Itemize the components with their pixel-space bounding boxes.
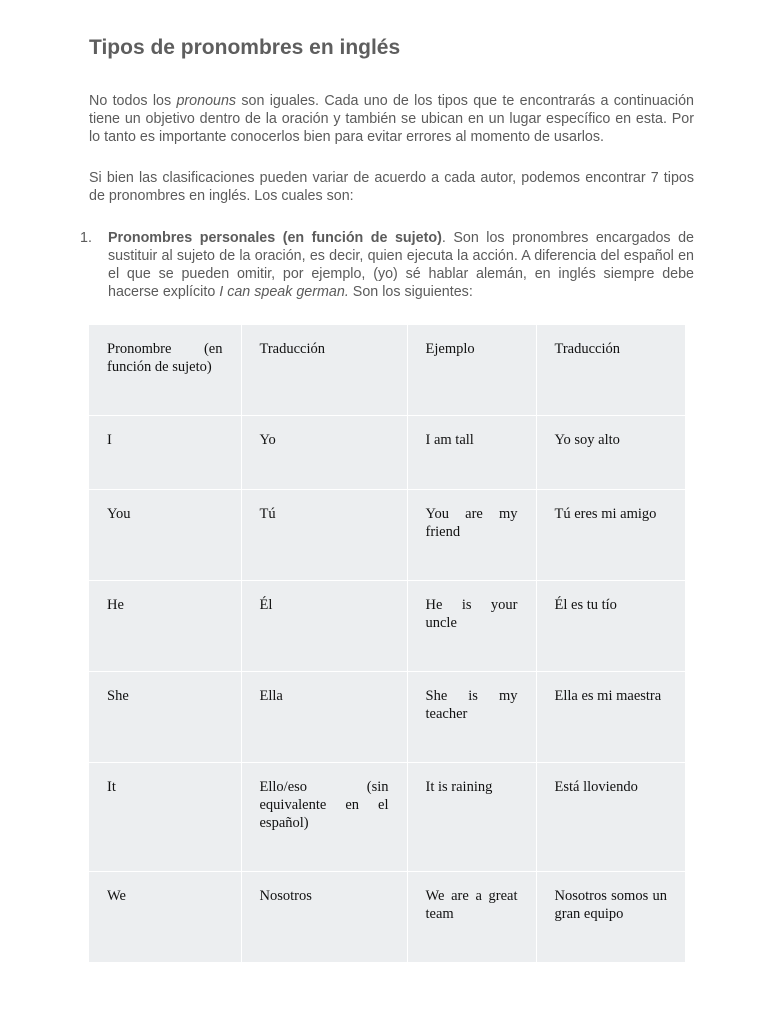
table-cell: I [89,415,241,489]
table-cell: We [89,871,241,962]
table-cell: Ella es mi maestra [536,671,685,762]
list-item-body: . Son los pronombres encargados de sustituir al sujeto de la oración, es decir, quien ejecuta la acción. A diferencia del español en el que se pueden omitir, por ejemplo, (yo) sé hablar alemán, en inglés siempre debe hacerse explícito [108,230,694,300]
table-cell: Él [241,580,407,671]
table-row [89,580,685,671]
header-cell: Ejemplo [407,325,536,415]
table-cell: Está lloviendo [536,762,685,871]
table-cell: Nosotros [241,871,407,962]
table-row [89,415,685,489]
list-item-ending: Son los siguientes: [348,284,473,300]
table-row [89,762,685,871]
table-cell: He [89,580,241,671]
table-cell: He is your uncle [407,580,536,671]
table-cell: She is my teacher [407,671,536,762]
header-cell: Traducción [241,325,407,415]
list-item-heading: Pronombres personales (en función de sujeto) [108,230,442,246]
list-item-example: I can speak german. [219,284,349,300]
table-cell: Ella [241,671,407,762]
table-cell: We are a great team [407,871,536,962]
table-cell: It is raining [407,762,536,871]
list-item-text [108,229,694,301]
intro-text-start: No todos los [89,93,177,109]
table-cell: Tú eres mi amigo [536,489,685,580]
header-cell: Pronombre (en función de sujeto) [89,325,241,415]
classification-paragraph: Si bien las clasificaciones pueden variar de acuerdo a cada autor, podemos encontrar 7 tipos de pronombres en inglés. Los cuales son: [89,170,694,204]
table-cell: It [89,762,241,871]
list-number: 1. [80,230,92,246]
header-cell: Traducción [536,325,685,415]
table-cell: Yo [241,415,407,489]
table-cell: Él es tu tío [536,580,685,671]
list-item-personal-pronouns [80,229,694,301]
table-row [89,671,685,762]
intro-paragraph [89,92,694,146]
table-row [89,489,685,580]
page-title: Tipos de pronombres en inglés [89,36,401,59]
table-row [89,871,685,962]
table-cell: Nosotros somos un gran equipo [554,887,667,922]
pronoun-table [89,325,685,962]
table-cell: You [89,489,241,580]
intro-italic-term: pronouns [176,93,237,109]
table-cell: You are my friend [407,489,536,580]
table-cell: I am tall [407,415,536,489]
table-cell: She [89,671,241,762]
intro-text-end: son iguales. Cada uno de los tipos que te encontrarás a continuación tiene un objetivo dentro de la oración y también se ubican en un lugar específico en esta. Por lo tanto es importante conocerlos bien para evitar errores al momento de usarlos. [89,93,694,145]
table-cell: Tú [241,489,407,580]
table-cell: Yo soy alto [536,415,685,489]
table-cell: Ello/eso (sin equivalente en el español) [241,762,407,871]
table-header-row [89,325,685,415]
